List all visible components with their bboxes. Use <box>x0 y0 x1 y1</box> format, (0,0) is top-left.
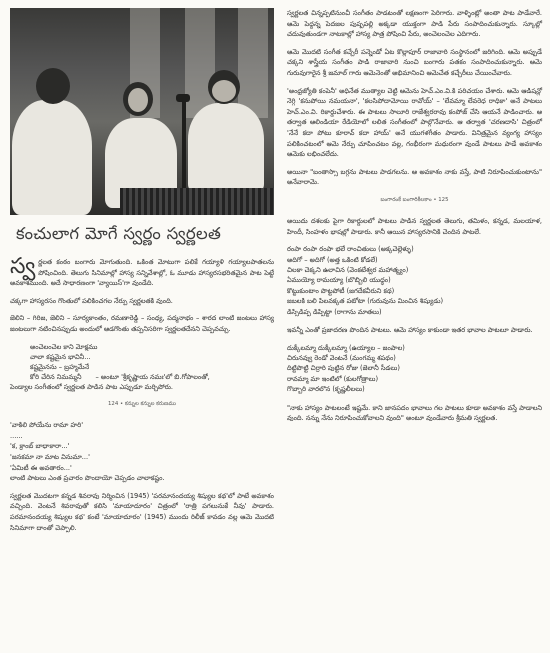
paragraph: జెలిని – గిరిజ, జెలిని – సూర్యకాంతం, రమణారెడ్డి – సంధ్య, పద్మనాభం – శారద లాంటి జంటలు హాస్య జంటలుగా నటించినప్పుడు అందులో ఆడగొంతు తప్పనిసరిగా స్వర్ణలతదేనని చెప్పవచ్చు. <box>10 314 274 333</box>
verse-line: అంచెలంచెల కాని మోక్షము <box>30 342 98 351</box>
article-title: కంచులాగ మోగే స్వర్ణం స్వర్ణలత <box>16 224 222 243</box>
page-footer-right: బంగారంకే బంగారికీలకాం • 125 <box>380 196 449 203</box>
song-item: అదిగో – అదిగో (అత్త ఒకింటి కోడలే) <box>287 255 378 264</box>
song-quote: ...... <box>10 431 23 440</box>
drop-cap: స్వ <box>10 254 36 279</box>
photo-singer-woman-face <box>128 88 148 112</box>
verse-line: చాలా కష్టమైన భావినీ... <box>30 352 91 361</box>
verse-line: కష్టమైనను – బ్రహ్మమేనే <box>30 362 90 371</box>
paragraph: అయినా "బంతాస్సా బగ్గను పాటలు పాడగలను. ఆ అవకాశం నాకు వస్తే, పాటి నిరూపించుకుంటాను" అనేవారామె. <box>287 167 542 187</box>
right-page <box>287 8 542 431</box>
concert-photo <box>10 8 274 215</box>
photo-musician-left <box>12 100 92 215</box>
photo-singer-man <box>188 103 264 193</box>
song-item: ఏముయ్యో రామయ్యా (బొబ్బిలి యుద్ధం) <box>287 276 391 285</box>
photo-table <box>120 188 274 215</box>
song-quote: 'వాకిలి పోయేను రామా హరి' <box>10 421 84 430</box>
paragraph: పెండ్యాల సంగీతంలో స్వర్ణలత పాడిన పాట ఎప్పుడూ మర్చిపోరు. <box>10 382 174 391</box>
paragraph: అయిదు దశలకు పైగా రికార్డులలో పాటలు పాడిన స్వర్ణలత తెలుగు, తమిళం, కన్నడ, మలయాళ, హిందీ, సింహళం భాషల్లో పాడారు. కానీ ఆయిన హాస్యరసానికి చెందిన పాటలే. <box>287 216 542 236</box>
page-footer-left: 124 • కన్నుల కన్నుల కరుణము <box>107 401 177 408</box>
song-quote: 'ఏమిటీ ఈ అవతారం...' <box>10 463 72 472</box>
song-item: రంపా రంపా రంపా భలే రాంచితులు (అక్కచెల్లెళ్ళు) <box>287 245 414 254</box>
song-item: గొబ్బారి వారలొన (కృష్ణలీలలు) <box>287 385 365 394</box>
song-list <box>287 244 542 317</box>
song-item: చిలకా చెక్కని ఉలాచిన (వెంకటేశ్వర మహాత్మ్యం) <box>287 265 409 274</box>
paragraph: 'అంధ్రజ్యోతి కంపెనీ' అధినేత ముత్యాల చెట్టి ఆమెను హెచ్.ఎం.వి.కి పరిచయం చేశారు. ఆమె ఆడిషన్లో నెగ్గి 'కనుపోయి నమయనా', 'కలసిపోదామోయి రావోయ్' – 'లేవమ్మా లేవరెధ రాధికా' అనే పాటలు హెచ్.ఎం.వి. రికార్డుచేశారు. ఈ పాటలు సాలూరి రాజేశ్వరరావు కంపోజ్ చేసి ఆయనే పాడించారు. ఆ తర్వాత ఆలిండియా రేడియోలో లలిత సంగీతంలో పాల్గొనేవారు. ఆ తర్వాత 'చరణదాసి' చిత్రంలో 'నేనే కదా పోటు కూరావ్ కదా హాయ్' అనే యుగళగీతం పాడారు. వినిత్రమైన వ్యంగ్య హాస్యం పలికించటంలో ఆమె నేర్పు చూపించటం వల్ల, గంభీరంగా మధురంగా వుండే పాటలు పాడే అవకాశం ఆమెకు లభించలేదు. <box>287 86 542 159</box>
paragraph: లాంటి పాటలు ఎంత ప్రచారం పొందాయో చెప్పడం చాలాకష్టం. <box>10 474 165 483</box>
song-item: దిట్టిపొట్టి చిర్రారి పుట్టిన రోజు (జెలానీ సీడలు) <box>287 364 400 373</box>
verse-credit: – అంటూ 'శ్రీకృష్ణాయ నమః'లో బి.గోపాలంతో, <box>95 372 210 381</box>
closing-quote: "నాకు హాస్యం పాటలంటే ఇష్టమే. కాని జానపదం భావాలు గల పాటలు కూడా అవకాశం వస్తే పాడాలని వుంది. నన్ను నేను నిరూపించుకోవాలని వుంది" అంటూ వుండేవారు శ్రీమతి స్వర్ణలత. <box>287 403 542 423</box>
song-quote: 'క, క్రాంబ్ బాధాకారా...' <box>10 442 70 451</box>
song-item: జబలకి బలి పిలవక్కత పటోటా (గురువును మించిన శిష్యుడు) <box>287 297 444 306</box>
paragraph: స్వర్ణలత మొదటగా కన్నడ శివరావు నిర్మించిన (1945) 'పరమానందయ్య శిష్యుల కథ'లో పాటే అవకాశం వచ్చింది. వెంటనే శివరావుతో కలిసి 'మాయాదూరం' చిత్రంలో 'రాత్రి పగలునుకే నీవు' పాడారు. పరమానందయ్య శిష్యుల కథ' కంటే 'మాయాదూరం' (1945) ముందు రిలీజ్ కావడం వల్ల ఆమె మొదటి సినిమాగా దాంతో చెప్పాలి. <box>10 491 274 532</box>
microphone <box>176 94 190 102</box>
paragraph: స్వర్ణలత చిన్నప్పటినుంచీ సంగీతం పాడటంతో లక్షణంగా పెరిగారు. వాళ్ళింట్లో అంతా పాట పాడేవారే. ఆమె పెద్దన్న పెదజల పుష్పపల్లి అక్కడా యుక్తంగా పాడి పేరు సంపాదించుకున్నారు. స్కూల్లో చదువుతుండగా నాటకాల్లో హాస్య పాత్ర పోషించి పేరు, అంచెలంచెల ఎదిగారు. <box>287 9 542 39</box>
photo-singer-man-face <box>212 80 236 102</box>
left-page <box>10 8 274 540</box>
song-item: కొట్టుకుంటాం పొట్టపోటీ (జగదేకవీరుని కథ) <box>287 286 395 295</box>
verse-line-with-credit <box>30 372 274 382</box>
paragraph: ఆమె మొదటి సంగీత కచ్చేరీ పన్నెండో ఏట కొల్లాపూర్ రాజావారి సంస్థానంలో జరిగింది. ఆమె అప్పుడే చక్కని శాస్త్రీయ సంగీతం పాడి రాజావారి నుంచి బంగారు పతకం సంపాదించుకున్నారు. ఆమె గురువుగారైన శ్రీ జమాల్ గారు ఆమెనెంతో అభిమానించి ఆమెచేత కచ్చేరీలు చేయించేవారు. <box>287 47 542 77</box>
photo-pillar <box>238 8 268 118</box>
song-item: చిరునవ్వు రెండో వెంటనే (మంగమ్మ శపథం) <box>287 353 396 362</box>
song-item: రావమ్మా మా ఇంటిలో (కులగోత్రాలు) <box>287 374 379 383</box>
photo-musician-head <box>36 68 70 104</box>
paragraph: చక్కగా హాస్యరసం గొంతులో పలికించగల నేర్పు స్వర్ణలతకి వుంది. <box>10 296 173 305</box>
song-item: డిస్సిడిప్ప డిప్పిట్టా (రాగాను మాతలు) <box>287 307 382 316</box>
photo-pillar <box>185 8 215 118</box>
song-list-2 <box>287 343 542 395</box>
song-item: దుక్కీలమ్మా దుక్కీలమ్మా (ఉయ్యాల – జంపాల) <box>287 343 405 352</box>
verse-line: కోరి చేరిన నిమమ్మనీ <box>30 372 82 381</box>
song-quote: 'జనకమా నా మాట వినుమా...' <box>10 452 90 461</box>
intro-paragraph: స్వ ర్ణలత కంఠం బంగారు మోగుతుంది. ఒకింత మోటుగా పలికే గయ్యాళి గయ్యాలపాతలను పోషించింది. తెలుగు సినిమాల్లో హాస్య సన్నివేశాల్లో, ఓ మూడు హాస్యరసభరితమైన పాట పెట్టే అవకాశముంది. అదే సాధారణంగా 'వ్యాయిస్'గా వుండేది. <box>10 254 274 288</box>
paragraph: ఇవన్నీ ఎంతో ప్రజాదరణ పొందిన పాటలు. ఆమె హాస్యం కాకుండా ఇతర భావాల పాటలూ పాడారు. <box>287 325 533 334</box>
